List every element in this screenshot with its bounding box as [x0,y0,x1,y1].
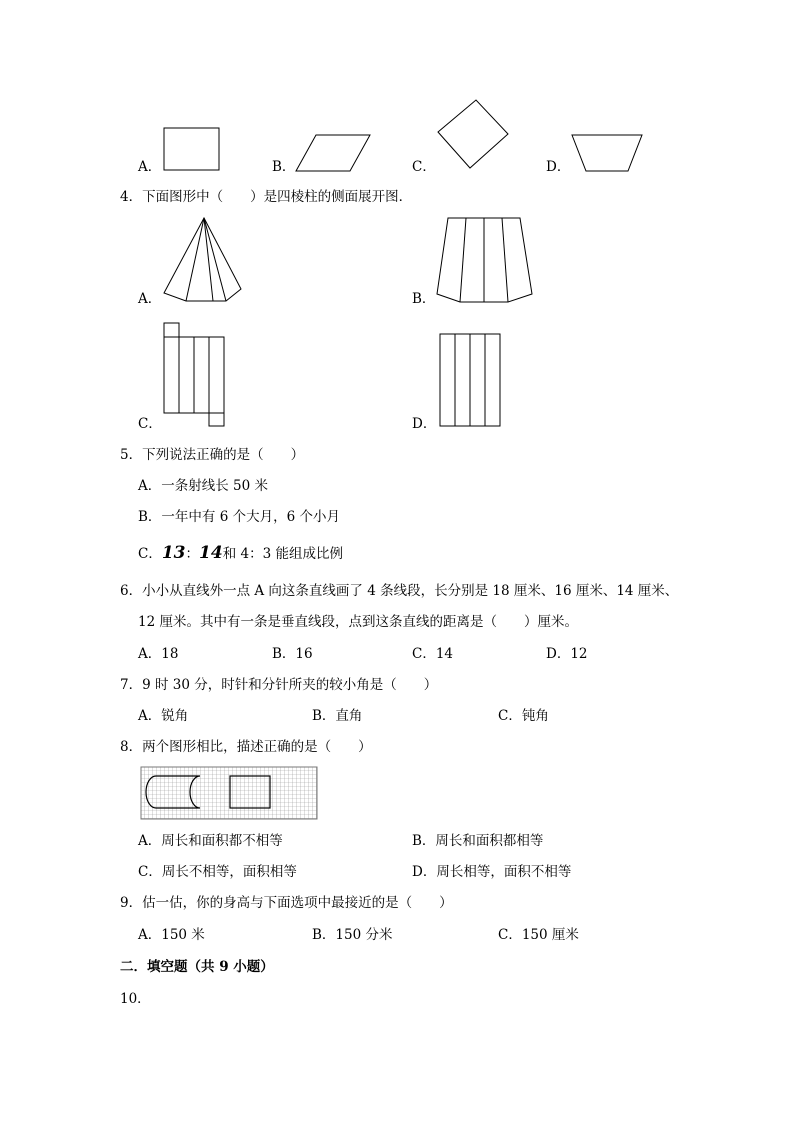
q9-option-a: A．150 米 [138,927,205,943]
q5-option-c-colon: ： [185,546,200,562]
q5-option-c-number2: 14 [199,543,223,563]
q4-option-c-label: C． [138,416,162,432]
q6-option-d: D．12 [546,646,588,662]
q7-option-a: A．锐角 [138,708,189,724]
q6-option-a: A．18 [138,646,179,662]
q8-option-c: C．周长不相等，面积相等 [138,864,297,880]
q10-number: 10． [120,991,151,1007]
q8-grid-shapes-figure [140,766,320,822]
q4-option-d-label: D． [412,416,437,432]
q5-option-c-number1: 13 [161,543,186,563]
q4-option-b-label: B． [412,291,436,307]
q4-stem: 4．下面图形中（ ）是四棱柱的侧面展开图． [120,189,413,205]
q7-option-b: B．直角 [312,708,363,724]
q3-rotated-rectangle-figure [434,96,514,174]
q9-option-b: B．150 分米 [312,927,393,943]
q8-stem: 8．两个图形相比，描述正确的是（ ） [120,739,372,755]
q4-sector-net-figure [434,212,534,308]
q8-option-d: D．周长相等，面积不相等 [412,864,572,880]
q6-stem-line1: 6．小小从直线外一点 A 向这条直线画了 4 条线段，长分别是 18 厘米、16 厘米、14 厘米、 [120,583,679,599]
q3-trapezoid-figure [568,130,648,174]
q9-stem: 9．估一估，你的身高与下面选项中最接近的是（ ） [120,895,453,911]
section-2-heading: 二．填空题（共 9 小题） [120,959,274,975]
q9-option-c: C．150 厘米 [498,927,579,943]
q5-option-c [138,544,343,563]
q8-option-b: B．周长和面积都相等 [412,833,544,849]
q3-option-b-label: B． [272,159,296,175]
q5-option-c-suffix: 和 4：3 能组成比例 [222,546,343,562]
q4-net-with-bases-figure [160,320,230,430]
q6-option-b: B．16 [272,646,313,662]
q4-rectangle-strips-figure [434,330,504,430]
q5-option-b: B．一年中有 6 个大月，6 个小月 [138,509,340,525]
q3-rectangle-figure [160,125,224,175]
q7-stem: 7．9 时 30 分，时针和分针所夹的较小角是（ ） [120,677,438,693]
q3-option-a-label: A． [138,159,162,175]
q4-pyramid-figure [160,215,246,307]
q8-option-a: A．周长和面积都不相等 [138,833,283,849]
q4-option-a-label: A． [138,291,162,307]
q3-parallelogram-figure [294,130,374,174]
q7-option-c: C．钝角 [498,708,549,724]
q5-stem: 5．下列说法正确的是（ ） [120,447,305,463]
q3-option-c-label: C． [412,159,436,175]
q6-stem-line2: 12 厘米。其中有一条是垂直线段，点到这条直线的距离是（ ）厘米。 [138,614,578,630]
q6-option-c: C．14 [412,646,454,662]
q3-option-d-label: D． [546,159,571,175]
q5-option-a: A．一条射线长 50 米 [138,478,269,494]
q5-option-c-prefix: C． [138,546,162,562]
